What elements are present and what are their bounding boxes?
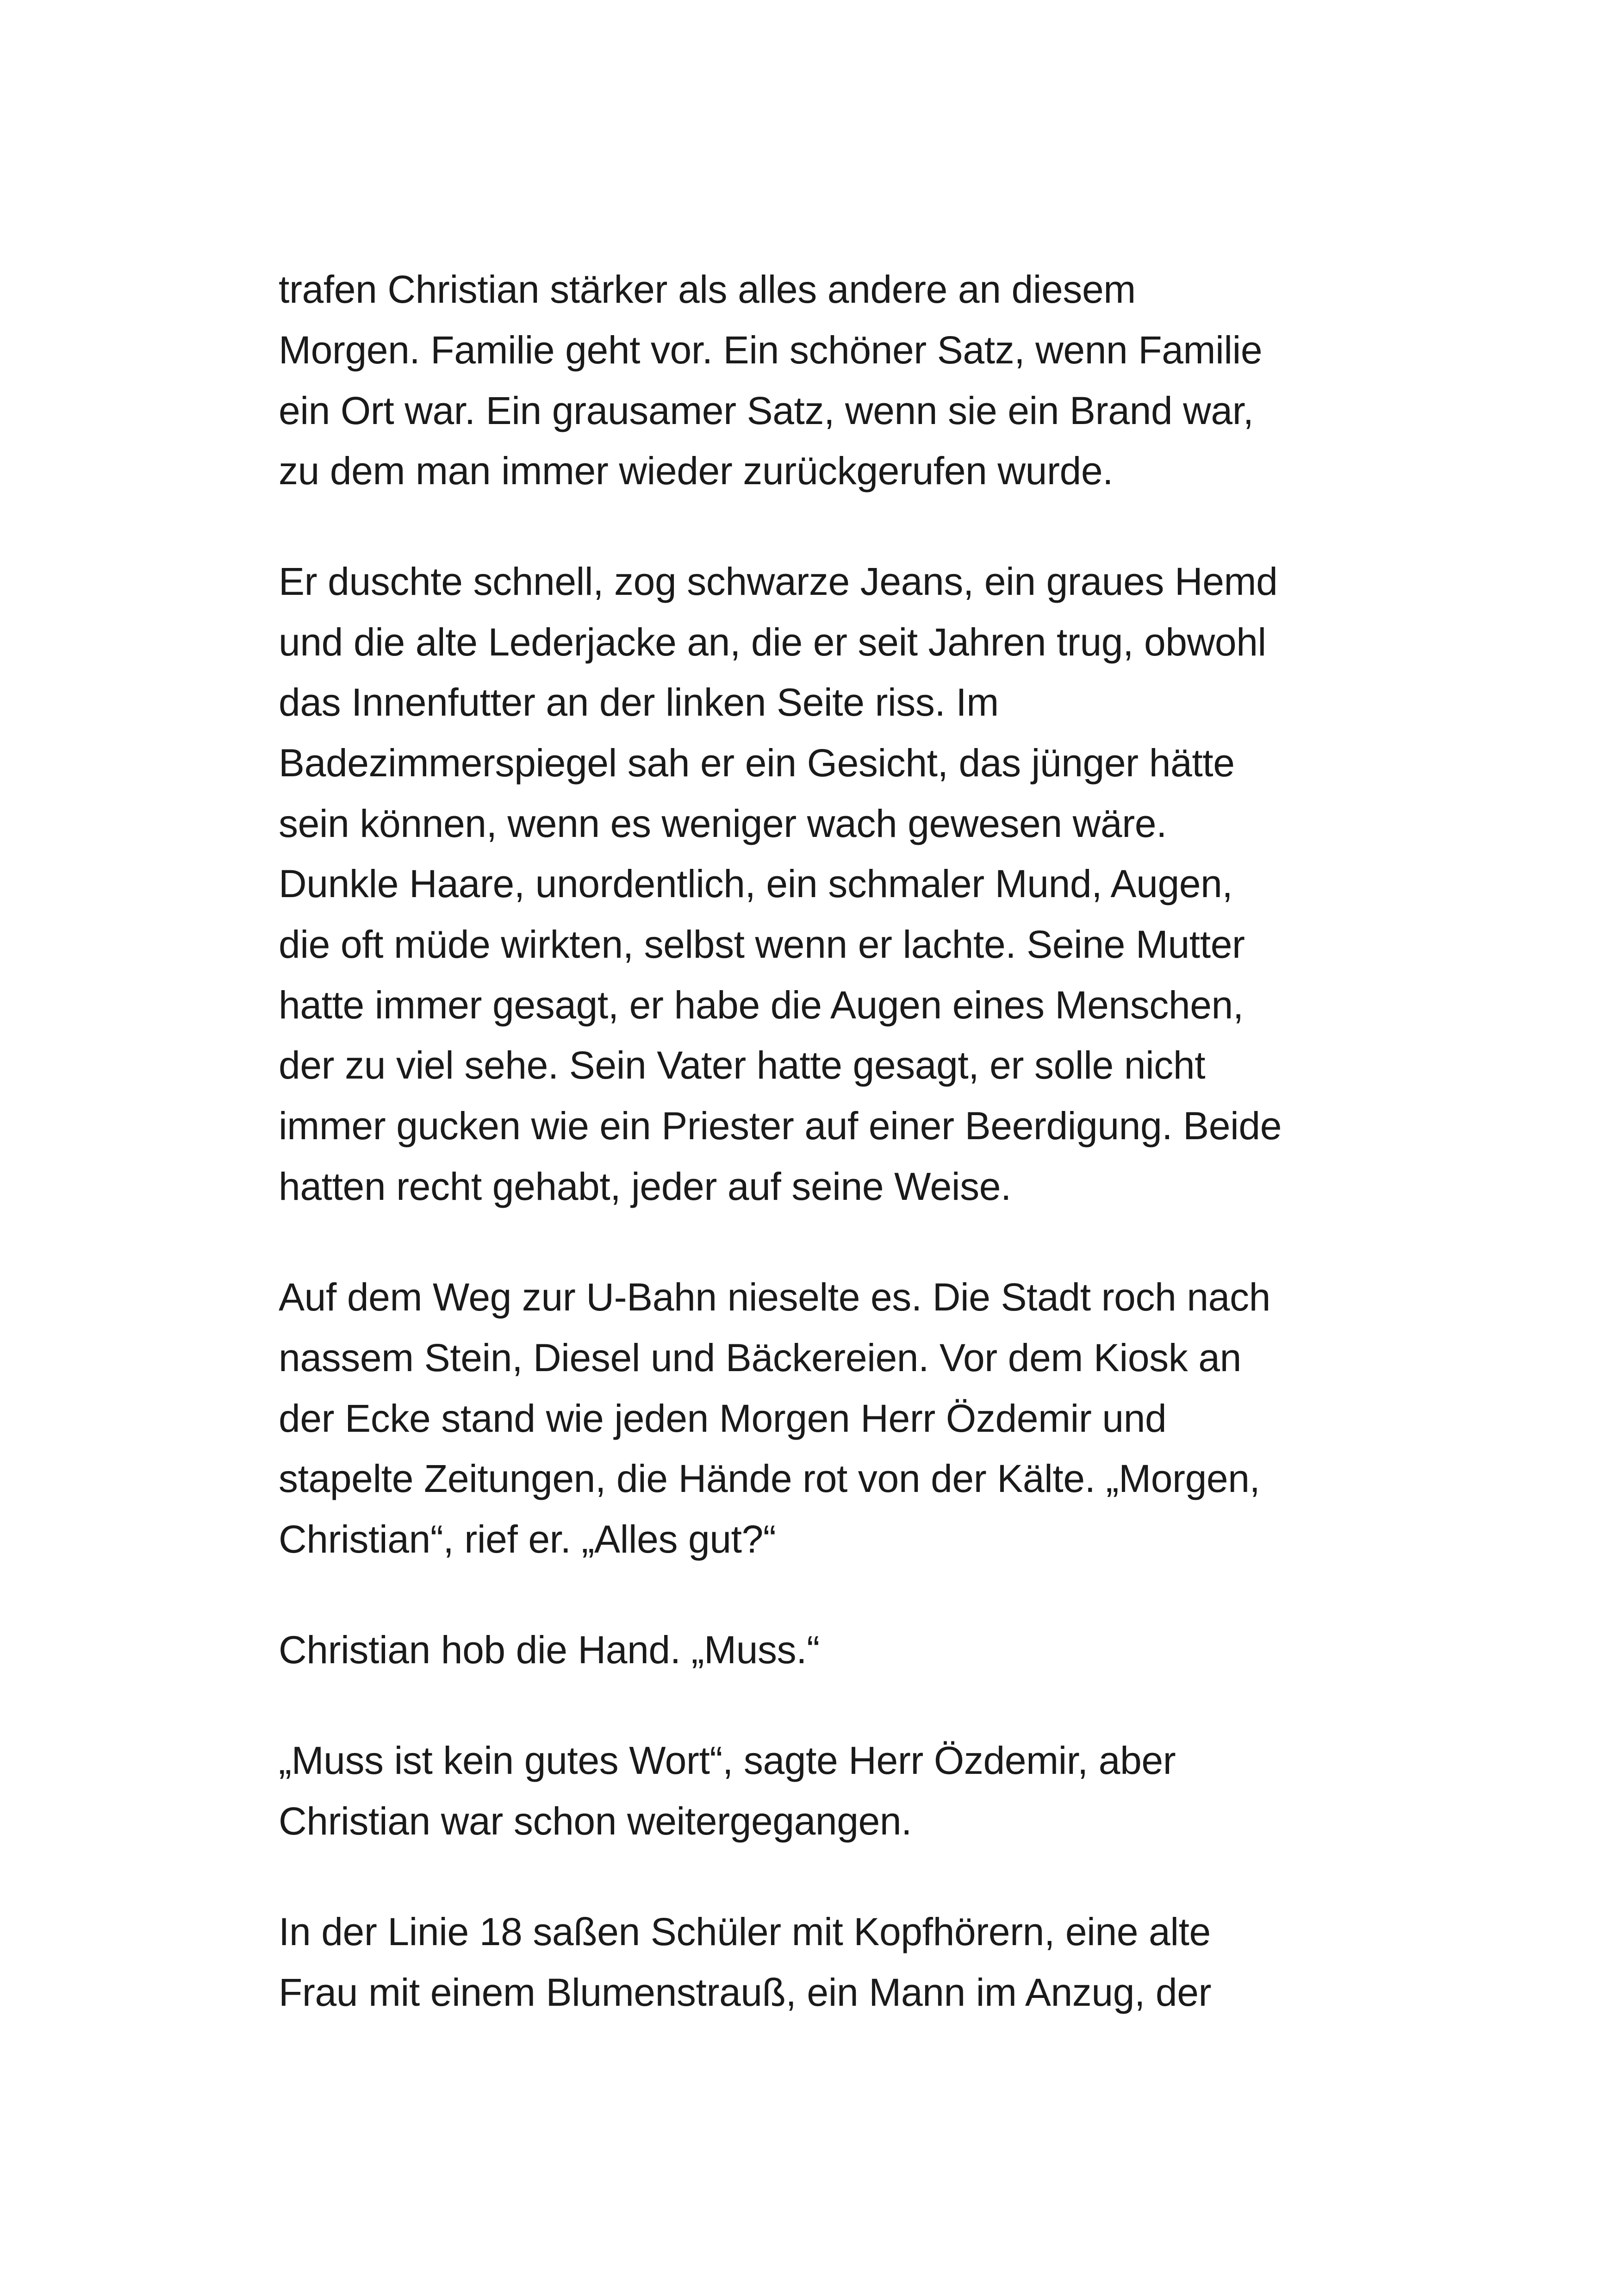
text-line: Christian“, rief er. „Alles gut?“ xyxy=(279,1517,776,1561)
text-line: „Muss ist kein gutes Wort“, sagte Herr Özdemir, aber xyxy=(279,1739,1176,1782)
text-line: hatten recht gehabt, jeder auf seine Weise. xyxy=(279,1165,1011,1208)
text-line: ein Ort war. Ein grausamer Satz, wenn sie ein Brand war, xyxy=(279,389,1254,432)
text-line: Christian war schon weitergegangen. xyxy=(279,1799,912,1843)
text-line: Christian hob die Hand. „Muss.“ xyxy=(279,1628,820,1672)
text-line: nassem Stein, Diesel und Bäckereien. Vor dem Kiosk an xyxy=(279,1336,1241,1379)
text-line: Frau mit einem Blumenstrauß, ein Mann im Anzug, der xyxy=(279,1971,1212,2014)
text-line: die oft müde wirkten, selbst wenn er lachte. Seine Mutter xyxy=(279,923,1245,966)
text-line: In der Linie 18 saßen Schüler mit Kopfhörern, eine alte xyxy=(279,1910,1211,1953)
text-line: Auf dem Weg zur U-Bahn nieselte es. Die Stadt roch nach xyxy=(279,1275,1270,1319)
text-line: immer gucken wie ein Priester auf einer Beerdigung. Beide xyxy=(279,1104,1282,1148)
text-line: das Innenfutter an der linken Seite riss. Im xyxy=(279,680,999,724)
text-line: Dunkle Haare, unordentlich, ein schmaler Mund, Augen, xyxy=(279,862,1233,905)
text-line: hatte immer gesagt, er habe die Augen eines Menschen, xyxy=(279,983,1244,1027)
text-line: zu dem man immer wieder zurückgerufen wurde. xyxy=(279,449,1114,493)
text-line: Morgen. Familie geht vor. Ein schöner Satz, wenn Familie xyxy=(279,328,1263,372)
text-line: Er duschte schnell, zog schwarze Jeans, ein graues Hemd xyxy=(279,560,1278,603)
text-line: trafen Christian stärker als alles andere an diesem xyxy=(279,268,1136,311)
text-line: stapelte Zeitungen, die Hände rot von der Kälte. „Morgen, xyxy=(279,1457,1260,1500)
text-line: der zu viel sehe. Sein Vater hatte gesagt, er solle nicht xyxy=(279,1043,1206,1087)
text-line: Badezimmerspiegel sah er ein Gesicht, das jünger hätte xyxy=(279,741,1235,785)
text-line: der Ecke stand wie jeden Morgen Herr Özdemir und xyxy=(279,1397,1167,1440)
text-line: und die alte Lederjacke an, die er seit Jahren trug, obwohl xyxy=(279,620,1266,664)
text-line: sein können, wenn es weniger wach gewesen wäre. xyxy=(279,802,1167,845)
